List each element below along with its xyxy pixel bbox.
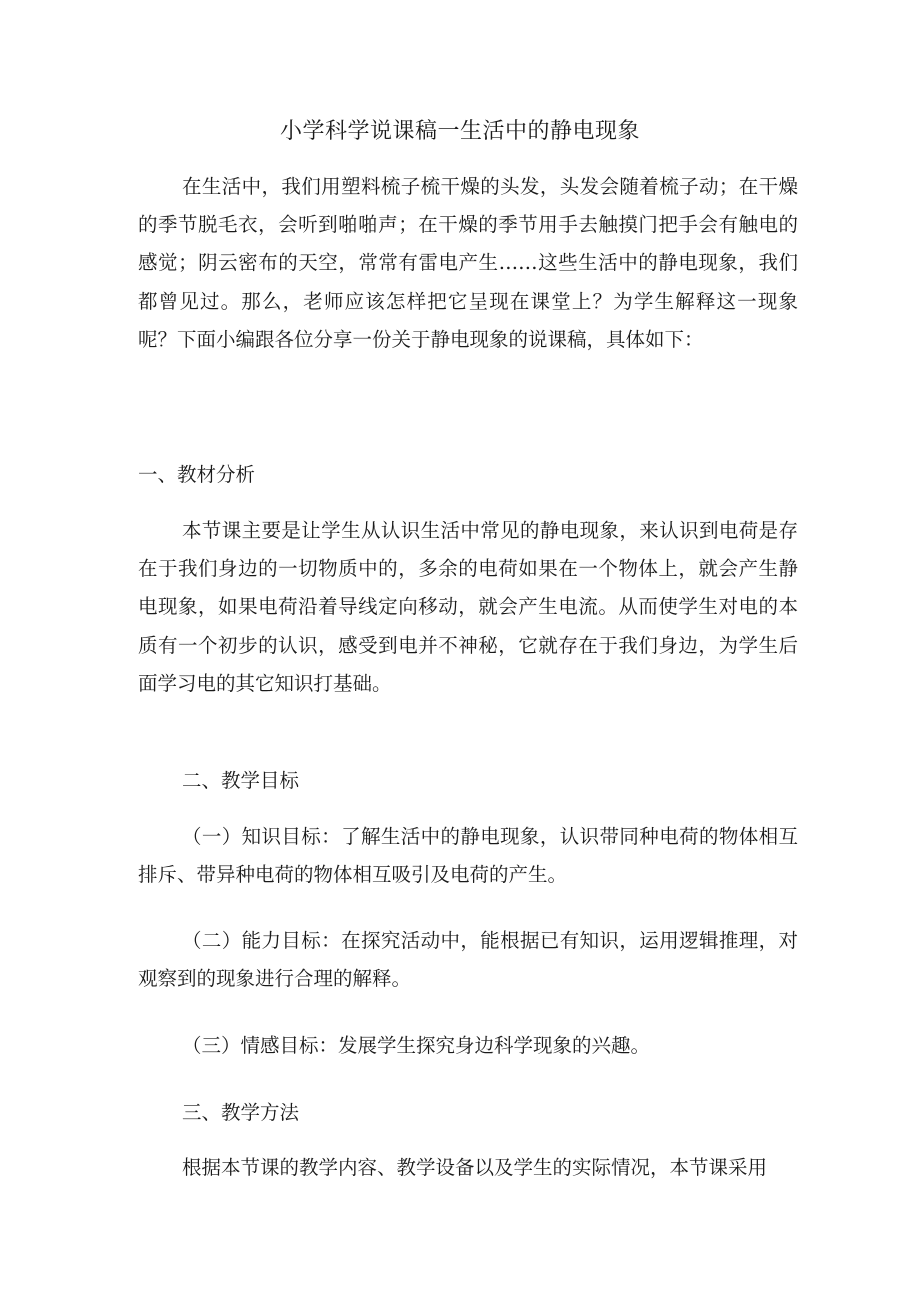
document-title: 小学科学说课稿一生活中的静电现象 [279, 119, 640, 144]
goal-knowledge: （一）知识目标：了解生活中的静电现象，认识带同种电荷的物体相互排斥、带异种电荷的物体相互吸引及电荷的产生。 [138, 825, 798, 887]
intro-paragraph: 在生活中，我们用塑料梳子梳干燥的头发，头发会随着梳子动；在干燥的季节脱毛衣，会听到啪啪声；在干燥的季节用手去触摸门把手会有触电的感觉；阴云密布的天空，常常有雷电产生……这些生活中的静电现象，我们都曾见过。那么，老师应该怎样把它呈现在课堂上？为学生解释这一现象呢？下面小编跟各位分享一份关于静电现象的说课稿，具体如下： [138, 175, 798, 351]
goal-emotion: （三）情感目标：发展学生探究身边科学现象的兴趣。 [182, 1034, 651, 1057]
materials-paragraph: 本节课主要是让学生从认识生活中常见的静电现象，来认识到电荷是存在于我们身边的一切物质中的，多余的电荷如果在一个物体上，就会产生静电现象，如果电荷沿着导线定向移动，就会产生电流。从而使学生对电的本质有一个初步的认识，感受到电并不神秘，它就存在于我们身边，为学生后面学习电的其它知识打基础。 [138, 519, 798, 695]
methods-paragraph: 根据本节课的教学内容、教学设备以及学生的实际情况，本节课采用 [182, 1156, 768, 1179]
section-heading-materials: 一、教材分析 [138, 463, 256, 486]
section-heading-goals: 二、教学目标 [182, 769, 300, 792]
section-heading-methods: 三、教学方法 [182, 1101, 300, 1124]
goal-ability: （二）能力目标：在探究活动中，能根据已有知识，运用逻辑推理，对观察到的现象进行合理的解释。 [138, 929, 798, 991]
